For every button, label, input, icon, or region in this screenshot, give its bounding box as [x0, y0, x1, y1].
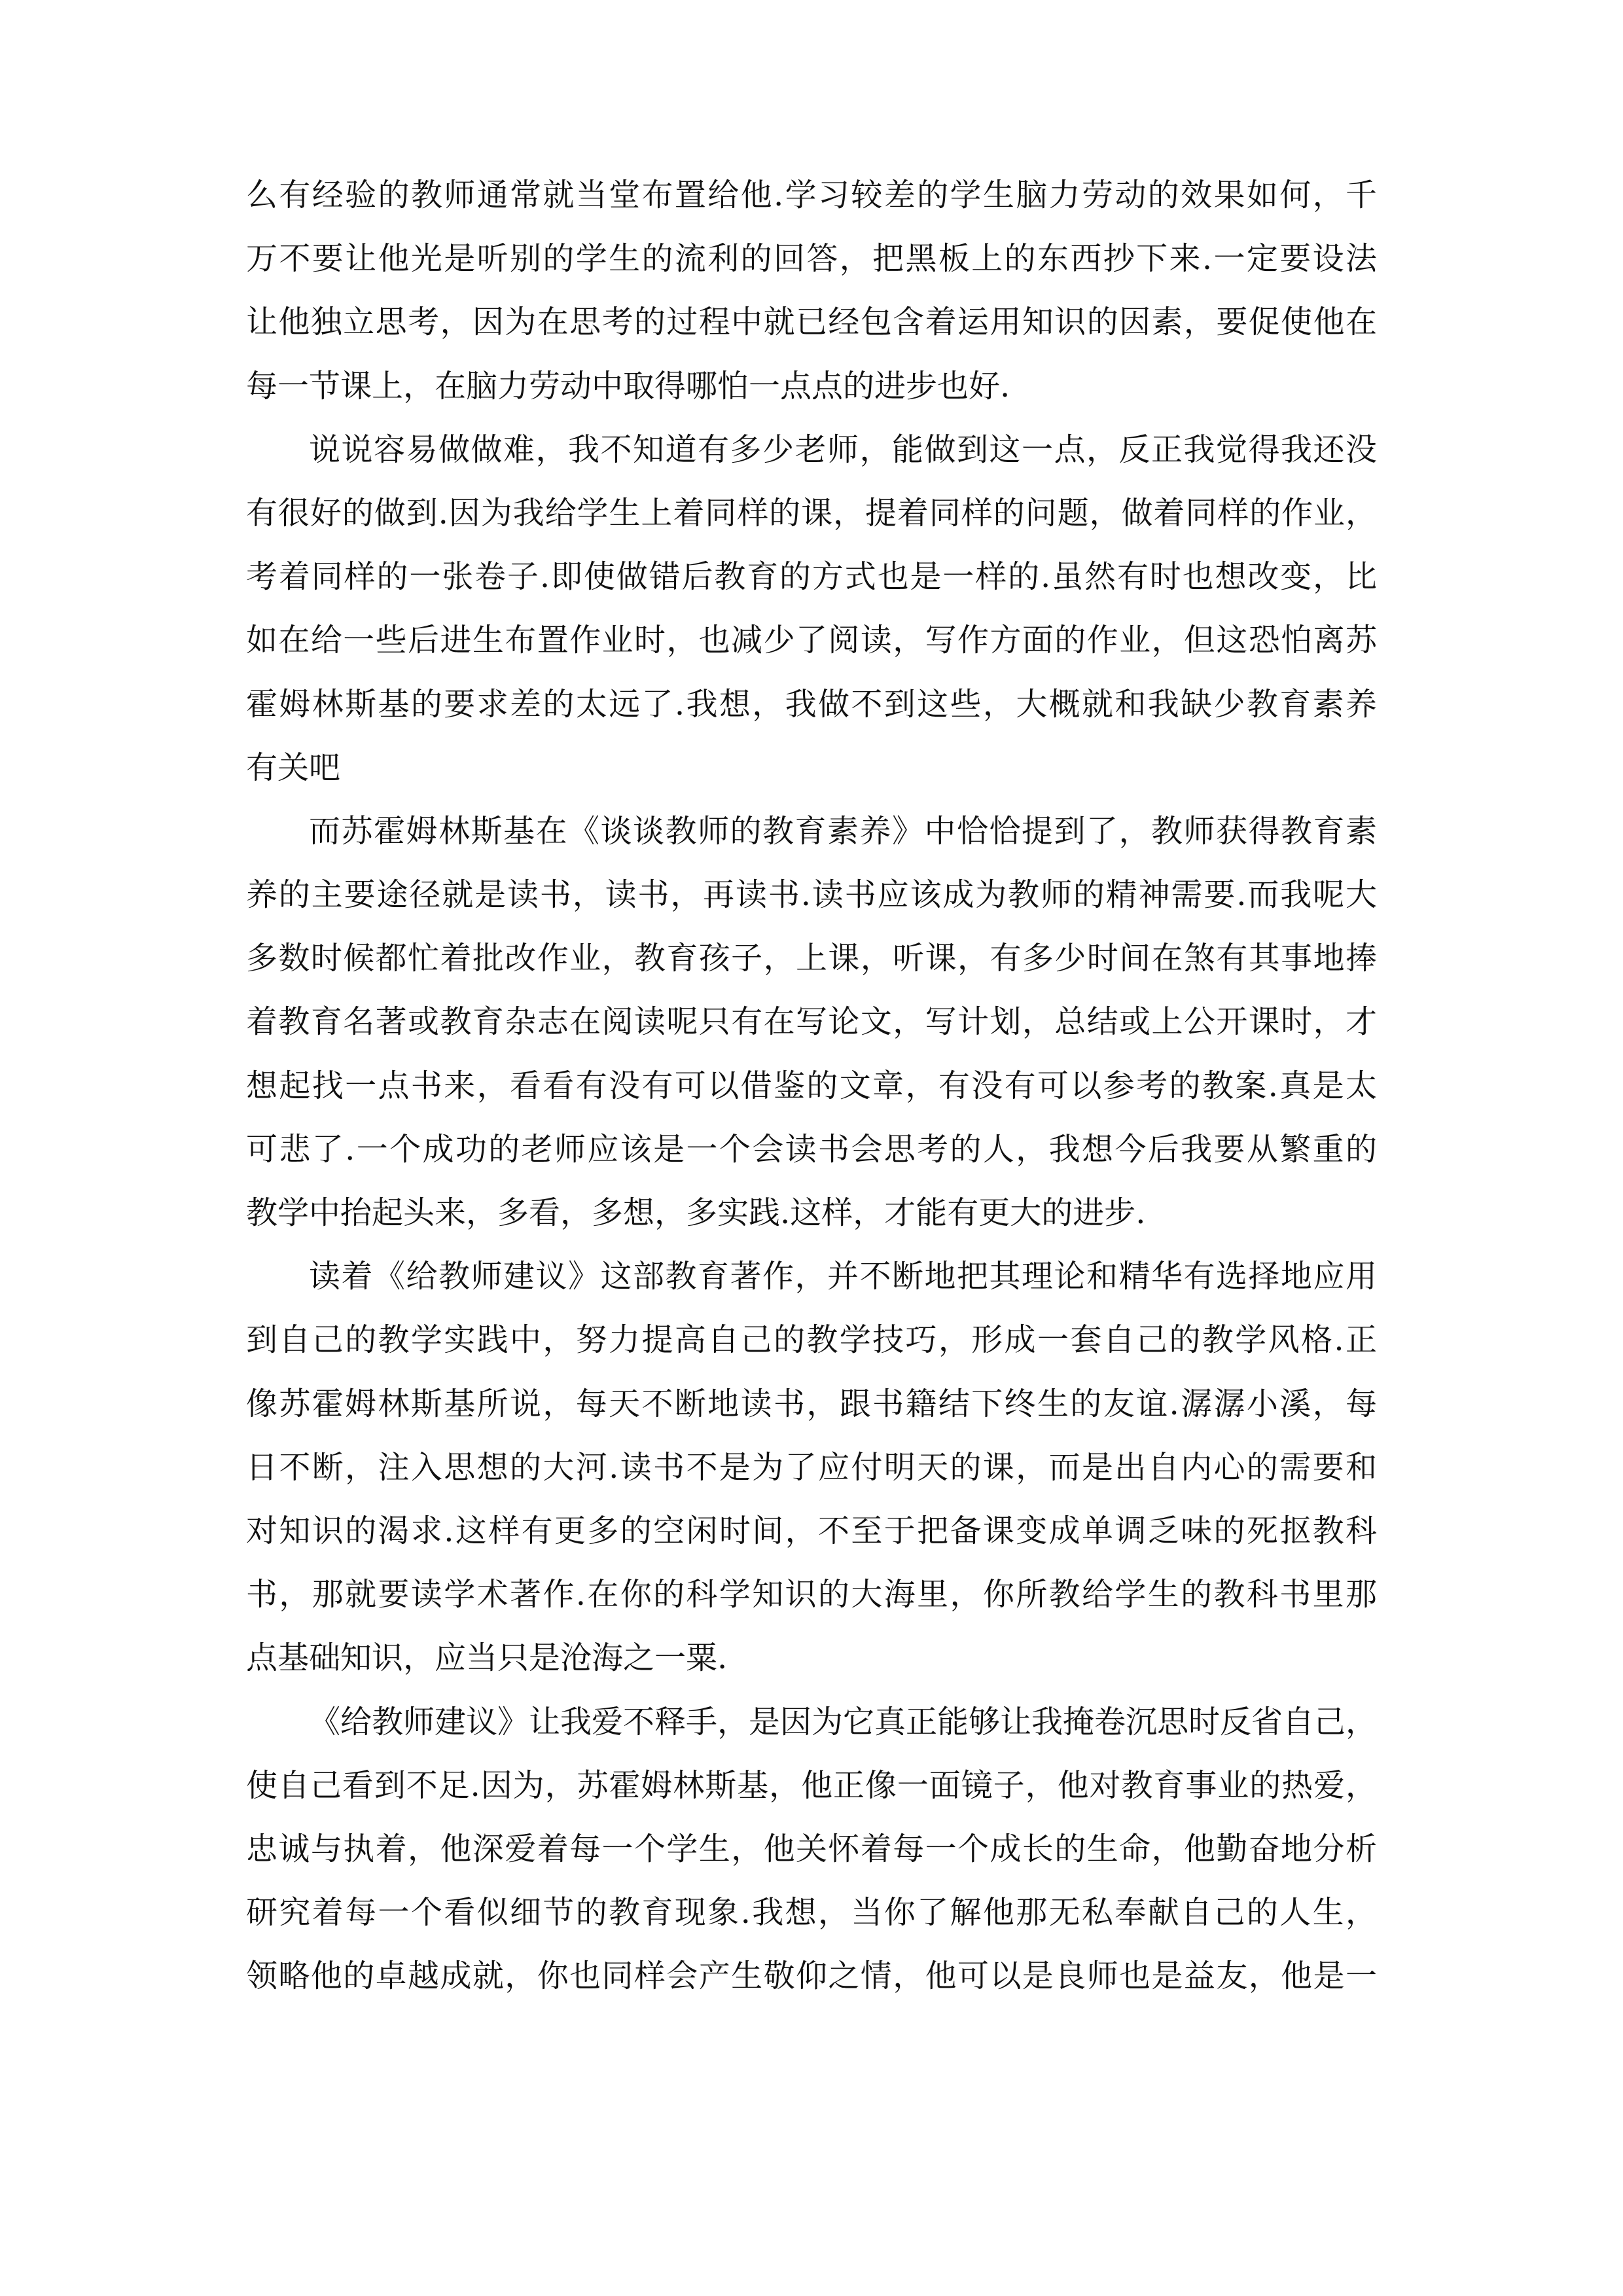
text-line: 日不断，注入思想的大河.读书不是为了应付明天的课，而是出自内心的需要和: [246, 1448, 1377, 1486]
text-line: 有关吧: [246, 749, 341, 786]
paragraph: [246, 800, 1377, 1245]
text-line: 么有经验的教师通常就当堂布置给他.学习较差的学生脑力劳动的效果如何，千: [246, 177, 1377, 213]
text-line: 教学中抬起头来，多看，多想，多实践.这样，才能有更大的进步.: [246, 1194, 1146, 1231]
text-line: 领略他的卓越成就，你也同样会产生敬仰之情，他可以是良师也是益友，他是一: [246, 1958, 1377, 1995]
paragraph: [246, 1245, 1377, 1690]
text-line: 想起找一点书来，看看有没有可以借鉴的文章，有没有可以参考的教案.真是太: [246, 1067, 1377, 1104]
text-line: 研究着每一个看似细节的教育现象.我想，当你了解他那无私奉献自己的人生，: [246, 1894, 1377, 1931]
text-line: 每一节课上，在脑力劳动中取得哪怕一点点的进步也好.: [246, 367, 1010, 404]
body-text: [246, 164, 1377, 2008]
text-line: 读着《给教师建议》这部教育著作，并不断地把其理论和精华有选择地应用: [309, 1258, 1377, 1295]
text-line: 万不要让他光是听别的学生的流利的回答，把黑板上的东西抄下来.一定要设法: [246, 240, 1377, 278]
text-line: 像苏霍姆林斯基所说，每天不断地读书，跟书籍结下终生的友谊.潺潺小溪，每: [246, 1385, 1377, 1422]
text-line: 说说容易做做难，我不知道有多少老师，能做到这一点，反正我觉得我还没: [309, 431, 1377, 468]
text-line: 可悲了.一个成功的老师应该是一个会读书会思考的人，我想今后我要从繁重的: [246, 1130, 1377, 1168]
text-line: 多数时候都忙着批改作业，教育孩子，上课，听课，有多少时间在煞有其事地捧: [246, 940, 1377, 977]
text-line: 使自己看到不足.因为，苏霍姆林斯基，他正像一面镜子，他对教育事业的热爱，: [246, 1767, 1377, 1804]
paragraph: [246, 1691, 1377, 2009]
text-line: 养的主要途径就是读书，读书，再读书.读书应该成为教师的精神需要.而我呢大: [246, 876, 1377, 914]
text-line: 而苏霍姆林斯基在《谈谈教师的教育素养》中恰恰提到了，教师获得教育素: [309, 812, 1377, 850]
text-line: 到自己的教学实践中，努力提高自己的教学技巧，形成一套自己的教学风格.正: [246, 1321, 1377, 1359]
text-line: 着教育名著或教育杂志在阅读呢只有在写论文，写计划，总结或上公开课时，才: [246, 1003, 1377, 1041]
text-line: 《给教师建议》让我爱不释手，是因为它真正能够让我掩卷沉思时反省自己，: [309, 1703, 1378, 1740]
text-line: 让他独立思考，因为在思考的过程中就已经包含着运用知识的因素，要促使他在: [246, 304, 1377, 341]
paragraph: [246, 164, 1377, 418]
text-line: 霍姆林斯基的要求差的太远了.我想，我做不到这些，大概就和我缺少教育素养: [246, 685, 1377, 723]
text-line: 书，那就要读学术著作.在你的科学知识的大海里，你所教给学生的教科书里那: [246, 1576, 1377, 1613]
text-line: 忠诚与执着，他深爱着每一个学生，他关怀着每一个成长的生命，他勤奋地分析: [246, 1830, 1377, 1867]
text-line: 如在给一些后进生布置作业时，也减少了阅读，写作方面的作业，但这恐怕离苏: [246, 622, 1377, 659]
text-line: 考着同样的一张卷子.即使做错后教育的方式也是一样的.虽然有时也想改变，比: [246, 558, 1377, 596]
paragraph: [246, 418, 1377, 800]
text-line: 有很好的做到.因为我给学生上着同样的课，提着同样的问题，做着同样的作业，: [246, 494, 1377, 531]
text-line: 对知识的渴求.这样有更多的空闲时间，不至于把备课变成单调乏味的死抠教科: [246, 1512, 1377, 1549]
text-line: 点基础知识，应当只是沧海之一粟.: [246, 1640, 728, 1677]
